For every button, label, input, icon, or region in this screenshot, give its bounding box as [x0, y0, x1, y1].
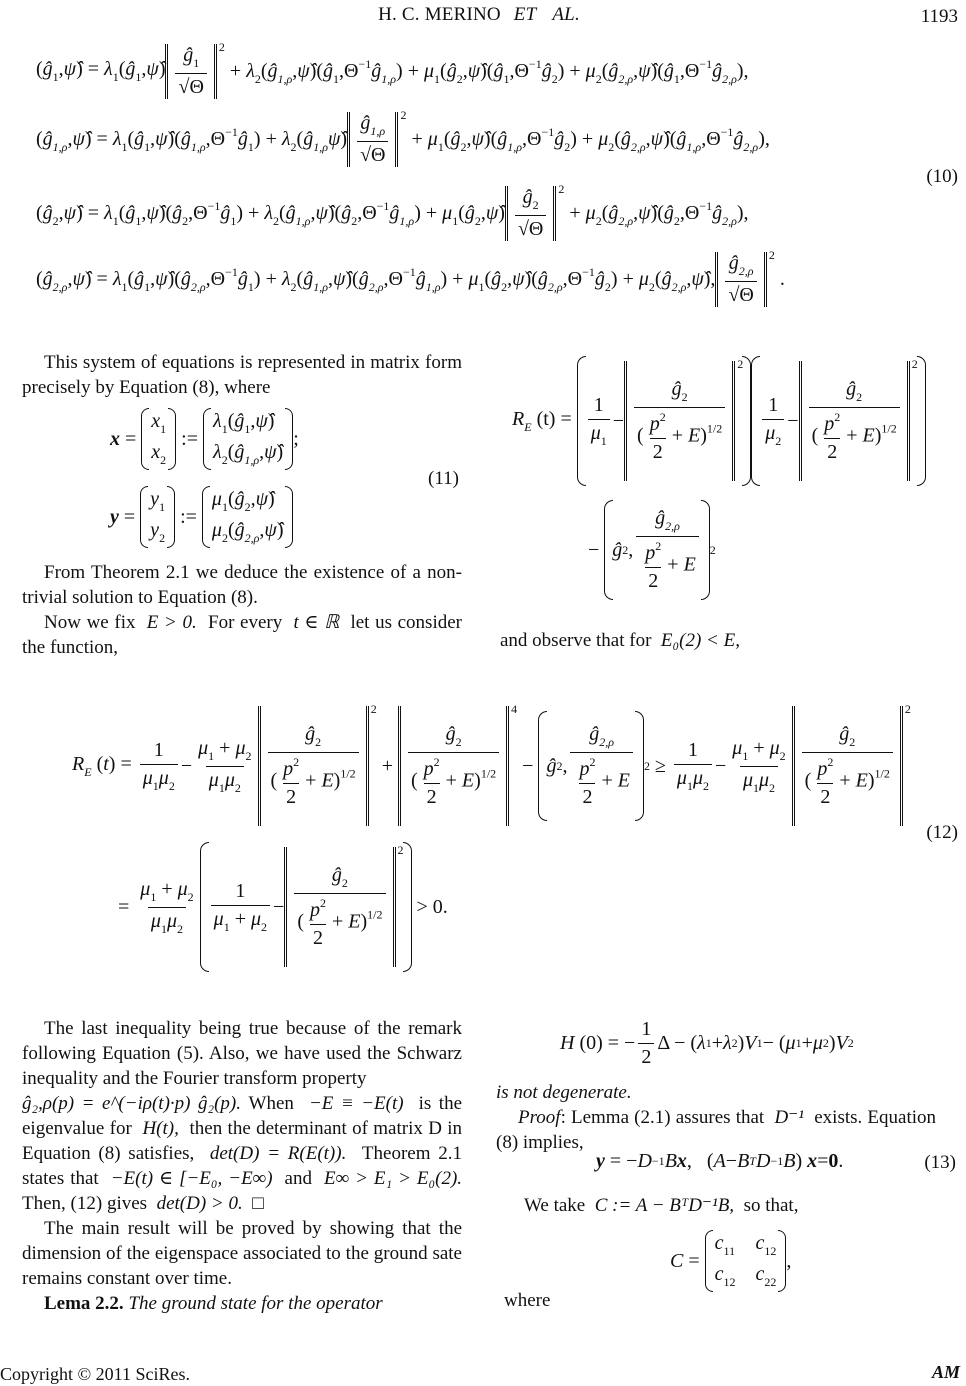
- paragraph-matrix-intro: This system of equations is represented in matrix form precisely by Equation (8), where: [22, 352, 462, 398]
- c-definition-sentence: We take C := A − BᵀD⁻¹B, so that,: [524, 1195, 799, 1216]
- proof-paragraph: is not degenerate. Proof: Lemma (2.1) assures that D⁻¹ exists. Equation (8) implies,: [496, 1082, 936, 1153]
- paragraph-fix-e: Now we fix E > 0. For every t ∈ ℝ let us consider the function,: [22, 612, 462, 658]
- paragraph-theorem: From Theorem 2.1 we deduce the existence of a non-trivial solution to Equation (8). Now we fix E > 0. For every t ∈ ℝ let us consider the function,: [22, 562, 462, 658]
- hamiltonian-equation: H (0) = − $\frac{1}{2}$ Δ − ( λ 1 + λ 2 ) V 1 − ( μ 1 + μ 2 ) V 2: [560, 1018, 854, 1068]
- copyright-footer: Copyright © 2011 SciRes.: [0, 1364, 191, 1384]
- lemma-statement: Lema 2.2. The ground state for the operator: [44, 1293, 383, 1314]
- equation-12-number: (12): [926, 822, 958, 843]
- equation-11-x: x = $x_1$ $x_2$ := $\lambda_1(ĝ_1,\psî)$ $\lambda_2(ĝ_{1,\rho},\psî)$ ;: [110, 408, 299, 470]
- equation-11-number: (11): [428, 468, 459, 489]
- journal-abbrev: AM: [931, 1362, 960, 1382]
- header-authors: H. C. MERINO: [378, 4, 501, 25]
- where-text: where: [504, 1290, 551, 1311]
- qed-symbol: □: [252, 1193, 264, 1214]
- equation-10-line-3: $(ĝ_2,\psî)$ = $\lambda_1(ĝ_1,\psî)(ĝ_2,\Theta^{-1}ĝ_1)$ + $\lambda_2(ĝ_{1,\rho},\psî)(ĝ_2,\Theta^{-1}ĝ_{1,\rho})$ + $\mu_1(ĝ_2,\psî)$ $\frac{ĝ_2}{√\Theta}$ 2 + $\mu_2(ĝ_{2,\rho},\psî)(ĝ_2,\Theta^{-1}ĝ_{2,\rho})$,: [36, 182, 749, 240]
- equation-10-line-1: $(ĝ_1,\psî)$ = $\lambda_1(ĝ_1,\psî)$ $\frac{ĝ_1}{√\Theta}$ 2 + $\lambda_2(ĝ_{1,\rho},\psî)(ĝ_1,\Theta^{-1}ĝ_{1,\rho})$ + $\mu_1(ĝ_2,\psî)(ĝ_1,\Theta^{-1}ĝ_2)$ + $\mu_2(ĝ_{2,\rho},\psî)(ĝ_1,\Theta^{-1}ĝ_{2,\rho})$,: [36, 40, 749, 98]
- re-function-second-term: − ĝ 2 , $ĝ_{2,\rho}$ $\frac{p^2}{2}$ + E 2: [588, 500, 716, 600]
- observe-sentence: and observe that for E₀(2) < E,: [500, 630, 740, 651]
- c-matrix: $c_{11}$ $c_{12}$ $c_{12}$ $c_{22}$: [705, 1230, 787, 1292]
- equation-12-line-1: $R_E$ (t) = $\frac{1}{\mu_1\mu_2}$ − $\frac{\mu_1 + \mu_2}{\mu_1\mu_2}$ $ĝ_2$ ( $\frac{p^2}{2}$ + E)$^{1/2}$ 2 + $ĝ_2$ ( $\frac{p^2}{2}$ + E)$^{1/2}$ 4 − ĝ 2 , $ĝ_{2,\rho}$ $\frac{p^2}{2}$ + E 2 ≥ $\frac{1}{\mu_1\mu_2}$ − $\frac{\mu_1 + \mu_2}{\mu_1\mu_2}$ $ĝ_2$ ( $\frac{p^2}{2}$ + E)$^{1/2}$ 2: [72, 706, 911, 826]
- header-al: AL.: [552, 4, 580, 25]
- x-vector: $x_1$ $x_2$: [141, 408, 176, 470]
- running-header: [0, 4, 966, 26]
- c-matrix-equation: C = $c_{11}$ $c_{12}$ $c_{12}$ $c_{22}$ ,: [670, 1230, 791, 1292]
- x-definition: $\lambda_1(ĝ_1,\psî)$ $\lambda_2(ĝ_{1,\rho},\psî)$: [203, 408, 293, 470]
- paragraph-last-inequality: The last inequality being true because of the remark following Equation (5). Also, we have used the Schwarz inequality and the Fourier transform property ĝ₂,ρ(p) = e^(−iρ(t)·p) ĝ₂(p). When −E ≡ −E(t) is the eigenvalue for H(t), then the determinant of matrix D in Equation (8) satisfies, det(D) = R(E(t)). Theorem 2.1 states that −E(t) ∈ [−E₀, −E∞) and E∞ > E₁ > E₀(2). Then, (12) gives det(D) > 0. □ The main result will be proved by showing that the dimension of the eigenspace associated to the ground sate remains constant over time. Lema 2.2. The ground state for the operator: [22, 1018, 463, 1314]
- page-number: 1193: [920, 6, 958, 27]
- equation-10-line-2: $(ĝ_{1,\rho},\psî)$ = $\lambda_1(ĝ_1,\psî)(ĝ_{1,\rho},\Theta^{-1}ĝ_1)$ + $\lambda_2(ĝ_{1,\rho}\psî)$ $\frac{ĝ_{1,\rho}}{√\Theta}$ 2 + $\mu_1(ĝ_2,\psî)(ĝ_{1,\rho},\Theta^{-1}ĝ_2)$ + $\mu_2(ĝ_{2,\rho},\psî)(ĝ_{1,\rho},\Theta^{-1}ĝ_{2,\rho})$,: [36, 108, 770, 166]
- y-definition: $\mu_1(ĝ_2,\psî)$ $\mu_2(ĝ_{2,\rho},\psî)$: [202, 486, 294, 548]
- equation-13: y = − D −1 B x , ( A − B T D −1 B ) x = 0 .: [596, 1150, 844, 1172]
- equation-10-line-4: $(ĝ_{2,\rho},\psî)$ = $\lambda_1(ĝ_1,\psî)(ĝ_{2,\rho},\Theta^{-1}ĝ_1)$ + $\lambda_2(ĝ_{1,\rho},\psî)(ĝ_{2,\rho},\Theta^{-1}ĝ_{1,\rho})$ + $\mu_1(ĝ_2,\psî)(ĝ_{2,\rho},\Theta^{-1}ĝ_2)$ + $\mu_2(ĝ_{2,\rho},\psî)$, $\frac{ĝ_{2,\rho}}{√\Theta}$ 2 .: [36, 248, 785, 306]
- equation-11-y: y = $y_1$ $y_2$ := $\mu_1(ĝ_2,\psî)$ $\mu_2(ĝ_{2,\rho},\psî)$: [110, 486, 293, 548]
- re-function-definition: $R_E$ (t) = $\frac{1}{\mu_1}$ − $ĝ_2$ ( $\frac{p^2}{2}$ + E)$^{1/2}$ 2 $\frac{1}{\mu_2}$ − $ĝ_2$ ( $\frac{p^2}{2}$ + E)$^{1/2}$ 2: [512, 356, 926, 486]
- equation-10-number: (10): [926, 166, 958, 187]
- paragraph-eigenvalue: ĝ₂,ρ(p) = e^(−iρ(t)·p) ĝ₂(p). When −E ≡ −E(t) is the eigenvalue for H(t), then the determinant of matrix D in Equation (8) satisfies, det(D) = R(E(t)). Theorem 2.1 states that −E(t) ∈ [−E₀, −E∞) and E∞ > E₁ > E₀(2). Then, (12) gives det(D) > 0. □: [22, 1093, 463, 1214]
- y-vector: $y_1$ $y_2$: [140, 486, 175, 548]
- equation-13-number: (13): [924, 1152, 956, 1173]
- header-et: ET: [513, 4, 537, 25]
- equation-12-line-2: = $\frac{\mu_1 + \mu_2}{\mu_1\mu_2}$ $\frac{1}{\mu_1 + \mu_2}$ − $ĝ_2$ ( $\frac{p^2}{2}$ + E)$^{1/2}$ 2 > 0.: [118, 842, 448, 972]
